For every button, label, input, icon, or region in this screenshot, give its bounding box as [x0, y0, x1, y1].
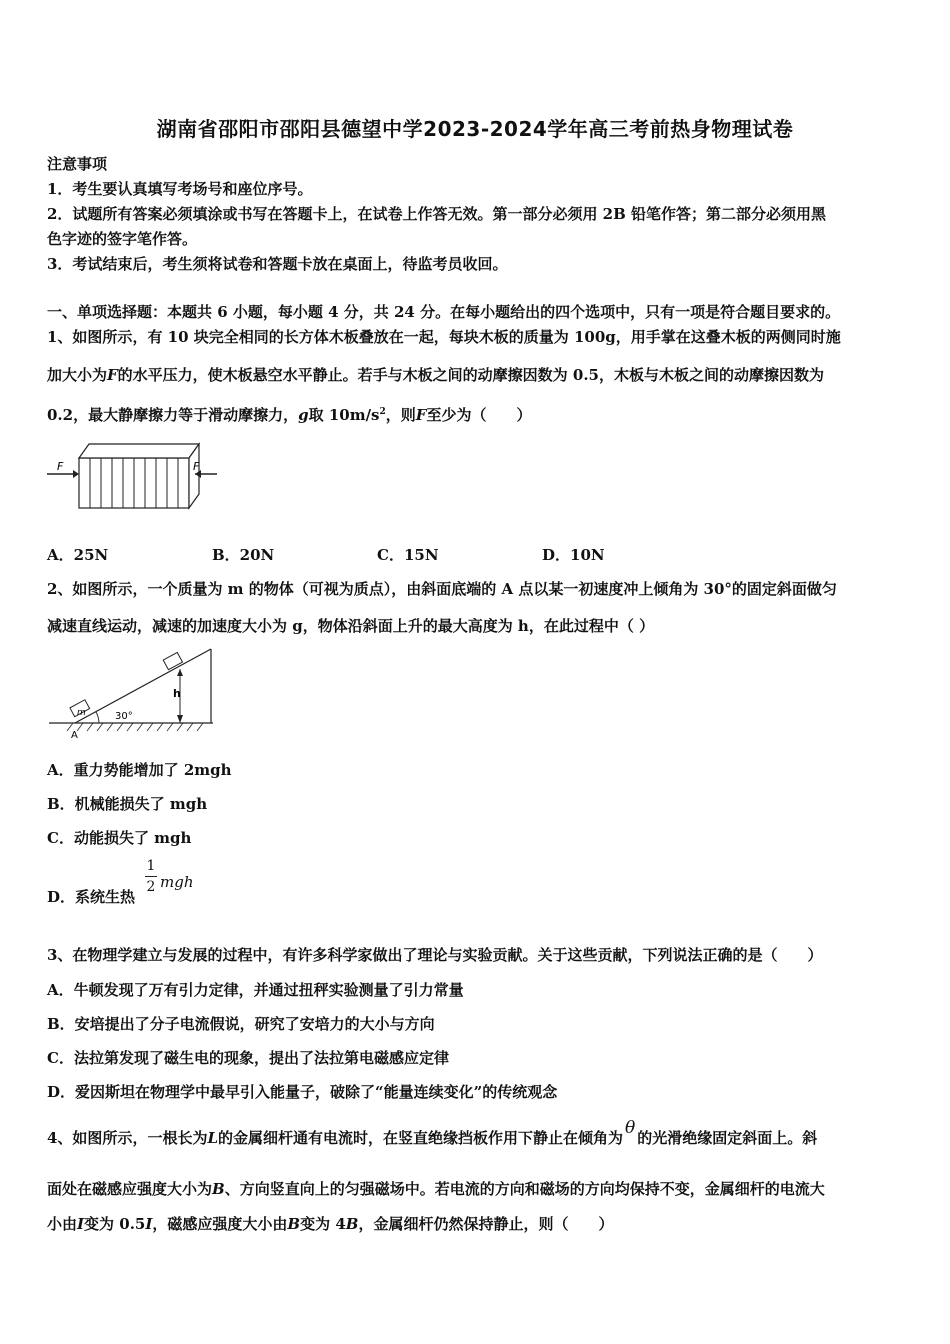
- q1-line1: 1、如图所示，有 10 块完全相同的长方体木板叠放在一起，每块木板的质量为 100g，用手掌在这叠木板的两侧同时施: [47, 328, 841, 346]
- notice-item: 2．试题所有答案必须填涂或书写在答题卡上，在试卷上作答无效。第一部分必须用 2B 铅笔作答；第二部分必须用黑: [47, 205, 827, 223]
- q4-line2: 面处在磁感应强度大小为B、方向竖直向上的匀强磁场中。若电流的方向和磁场的方向均保持不变，金属细杆的电流大: [47, 1180, 825, 1198]
- q2-line1: 2、如图所示，一个质量为 m 的物体（可视为质点），由斜面底端的 A 点以某一初速度冲上倾角为 30°的固定斜面做匀: [47, 580, 837, 598]
- q1-line3: 0.2，最大静摩擦力等于滑动摩擦力，g取 $10m/s^2$，则F至少为（ ）: [47, 406, 532, 424]
- q2-line2: 减速直线运动，减速的加速度大小为 g，物体沿斜面上升的最大高度为 h，在此过程中（ ）: [47, 617, 655, 635]
- notice-item: 色字迹的签字笔作答。: [47, 230, 198, 248]
- q1-option-a: A．25N: [47, 546, 109, 564]
- q2-fraction-denominator: 2: [146, 879, 156, 895]
- notice-heading: 注意事项: [47, 155, 108, 173]
- q2-option-d: D．系统生热: [47, 888, 136, 906]
- q1-option-d: D．10N: [542, 546, 605, 564]
- q1-line2: 加大小为F的水平压力，使木板悬空水平静止。若手与木板之间的动摩擦因数为 0.5，木板与木板之间的动摩擦因数为: [47, 366, 824, 384]
- q3-option-d: D．爱因斯坦在物理学中最早引入能量子，破除了“能量连续变化”的传统观念: [47, 1083, 558, 1101]
- q2-option-c: C．动能损失了 mgh: [47, 829, 192, 847]
- q2-fraction-tail: mgh: [160, 873, 194, 891]
- page-title: 湖南省邵阳市邵阳县德望中学2023-2024学年高三考前热身物理试卷: [156, 117, 794, 141]
- q1-force-label-left: F: [57, 460, 64, 473]
- q2-option-a: A．重力势能增加了 2mgh: [47, 761, 232, 779]
- notice-item: 1．考生要认真填写考场号和座位序号。: [47, 180, 313, 198]
- q1-force-label-right: F: [193, 460, 200, 473]
- section-heading: 一、单项选择题：本题共 6 小题，每小题 4 分，共 24 分。在每小题给出的四个选项中，只有一项是符合题目要求的。: [47, 303, 841, 321]
- q1-board-stack-figure: [45, 438, 220, 516]
- q2-fraction-numerator: 1: [146, 858, 156, 874]
- q2-mass-label: m: [77, 708, 86, 718]
- q3-option-a: A．牛顿发现了万有引力定律，并通过扭秤实验测量了引力常量: [47, 981, 464, 999]
- q2-angle-label: 30°: [115, 711, 133, 722]
- q1-option-b: B．20N: [212, 546, 275, 564]
- q3-option-c: C．法拉第发现了磁生电的现象，提出了法拉第电磁感应定律: [47, 1049, 449, 1067]
- q4-line1: 4、如图所示，一根长为L的金属细杆通有电流时，在竖直绝缘挡板作用下静止在倾角为 θ 的光滑绝缘固定斜面上。斜: [47, 1118, 818, 1147]
- q3-line1: 3、在物理学建立与发展的过程中，有许多科学家做出了理论与实验贡献。关于这些贡献，下列说法正确的是（ ）: [47, 946, 823, 964]
- q2-fraction: [144, 858, 158, 895]
- notice-item: 3．考试结束后，考生须将试卷和答题卡放在桌面上，待监考员收回。: [47, 255, 508, 273]
- q2-incline-figure: [45, 645, 220, 740]
- q2-height-label: h: [173, 687, 181, 700]
- q4-line3: 小由I变为 0.5I，磁感应强度大小由B变为 4B，金属细杆仍然保持静止，则（ ）: [47, 1215, 614, 1233]
- q2-point-label: A: [71, 730, 78, 740]
- q1-option-c: C．15N: [377, 546, 439, 564]
- q3-option-b: B．安培提出了分子电流假说，研究了安培力的大小与方向: [47, 1015, 435, 1033]
- q2-option-b: B．机械能损失了 mgh: [47, 795, 208, 813]
